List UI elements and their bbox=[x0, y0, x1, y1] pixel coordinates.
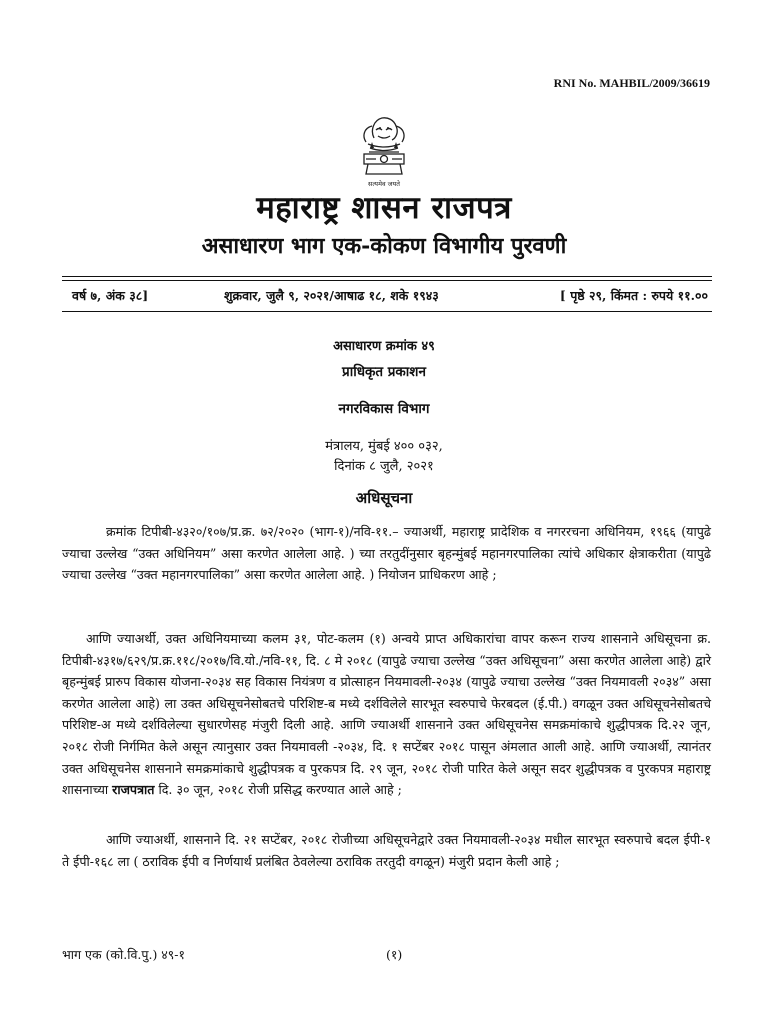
footer-part-ref: भाग एक (को.वि.पु.) ४९-१ bbox=[62, 947, 186, 962]
notification-date: दिनांक ८ जुलै, २०२१ bbox=[334, 459, 434, 474]
paragraph-1: क्रमांक टिपीबी-४३२०/१०७/प्र.क्र. ७२/२०२० (भाग-१)/नवि-११.– ज्याअर्थी, महाराष्ट्र प्रादेशिक व नगररचना अधिनियम, १९६६ (यापुढे ज्याचा उल्लेख “उक्त अधिनियम” असा करणेत आलेला आहे. ) च्या तरतुदींनुसार बृहन्मुंबई महानगरपालिका त्यांचे अधिकार क्षेत्राकरीता (यापुढे ज्याचा उल्लेख “उक्त महानगरपालिका” असा करणेत आलेला आहे. ) नियोजन प्राधिकरण आहे ; bbox=[62, 524, 711, 583]
paragraph-2-tail: दि. ३० जून, २०१८ रोजी प्रसिद्ध करण्यात आले आहे ; bbox=[154, 782, 402, 798]
paragraph-2-text: आणि ज्याअर्थी, उक्त अधिनियमाच्या कलम ३१, पोट-कलम (१) अन्वये प्राप्त अधिकारांचा वापर करून राज्य शासनाने अधिसूचना क्र. टिपीबी-४३१७/६२९/प्र.क्र.११८/२०१७/वि.यो./नवि-११, दि. ८ मे २०१८ (यापुढे ज्याचा उल्लेख “उक्त अधिसूचना” असा करणेत आलेला आहे) द्वारे बृहन्मुंबई प्रारुप विकास योजना-२०३४ सह विकास नियंत्रण व प्रोत्साहन नियमावली-२०३४ (यापुढे ज्याचा उल्लेख “उक्त नियमावली २०३४” असा करणेत आलेला आहे) ला उक्त अधिसूचनेसोबतचे परिशिष्ट-ब मध्ये दर्शविलेले सारभूत स्वरुपाचे फेरबदल (ई.पी.) वगळून उक्त अधिसूचनेसोबतचे परिशिष्ट-अ मध्ये दर्शविलेल्या सुधारणेसह मंजुरी दिली आहे. आणि ज्याअर्थी शासनाने उक्त अधिसूचनेस समक्रमांकाचे शुद्धीपत्रक दि.२२ जून, २०१८ रोजी निर्गमित केले असून त्यानुसार उक्त नियमावली -२०३४, दि. १ सप्टेंबर २०१८ पासून अंमलात आली आहे. आणि ज्याअर्थी, त्यानंतर उक्त अधिसूचनेस शासनाने समक्रमांकाचे शुद्धीपत्रक व पुरकपत्र दि. २९ जून, २०१८ रोजी पारित केले असून सदर शुद्धीपत्रक व पुरकपत्र महाराष्ट्र शासनाच्या bbox=[62, 631, 711, 798]
header-rule-top-inner bbox=[62, 280, 712, 281]
national-emblem-icon bbox=[352, 108, 416, 192]
paragraph-3: आणि ज्याअर्थी, शासनाने दि. २१ सप्टेंबर, २०१८ रोजीच्या अधिसूचनेद्वारे उक्त नियमावली-२०३४ मधील सारभूत स्वरुपाचे बदल ईपी-१ ते ईपी-१६८ ला ( ठराविक ईपी व निर्णयार्थ प्रलंबित ठेवलेल्या ठराविक तरतुदी वगळून) मंजुरी प्रदान केली आहे ; bbox=[62, 832, 711, 869]
authority-line: प्राधिकृत प्रकाशन bbox=[342, 364, 426, 380]
gazette-title: महाराष्ट्र शासन राजपत्र bbox=[256, 190, 512, 226]
header-rule-bottom bbox=[62, 311, 712, 312]
extraordinary-number: असाधारण क्रमांक ४९ bbox=[333, 339, 435, 354]
volume-issue: वर्ष ७, अंक ३८] bbox=[72, 288, 149, 303]
notification-heading: अधिसूचना bbox=[355, 489, 413, 507]
page-number: (१) bbox=[386, 947, 403, 962]
pages-price: [ पृष्ठे २९, किंमत : रुपये ११.०० bbox=[559, 288, 708, 303]
paragraph-2-bold-term: राजपत्रात bbox=[112, 782, 155, 798]
rni-number: RNI No. MAHBIL/2009/36619 bbox=[553, 76, 710, 90]
department-name: नगरविकास विभाग bbox=[338, 401, 430, 417]
paragraph-2 bbox=[62, 628, 711, 801]
issue-date: शुक्रवार, जुलै ९, २०२१/आषाढ १८, शके १९४३ bbox=[224, 288, 439, 303]
emblem-motto: सत्यमेव जयते bbox=[368, 180, 400, 188]
office-address: मंत्रालय, मुंबई ४०० ०३२, bbox=[325, 439, 443, 454]
gazette-subtitle: असाधारण भाग एक-कोकण विभागीय पुरवणी bbox=[201, 233, 567, 259]
header-rule-top bbox=[62, 276, 712, 277]
